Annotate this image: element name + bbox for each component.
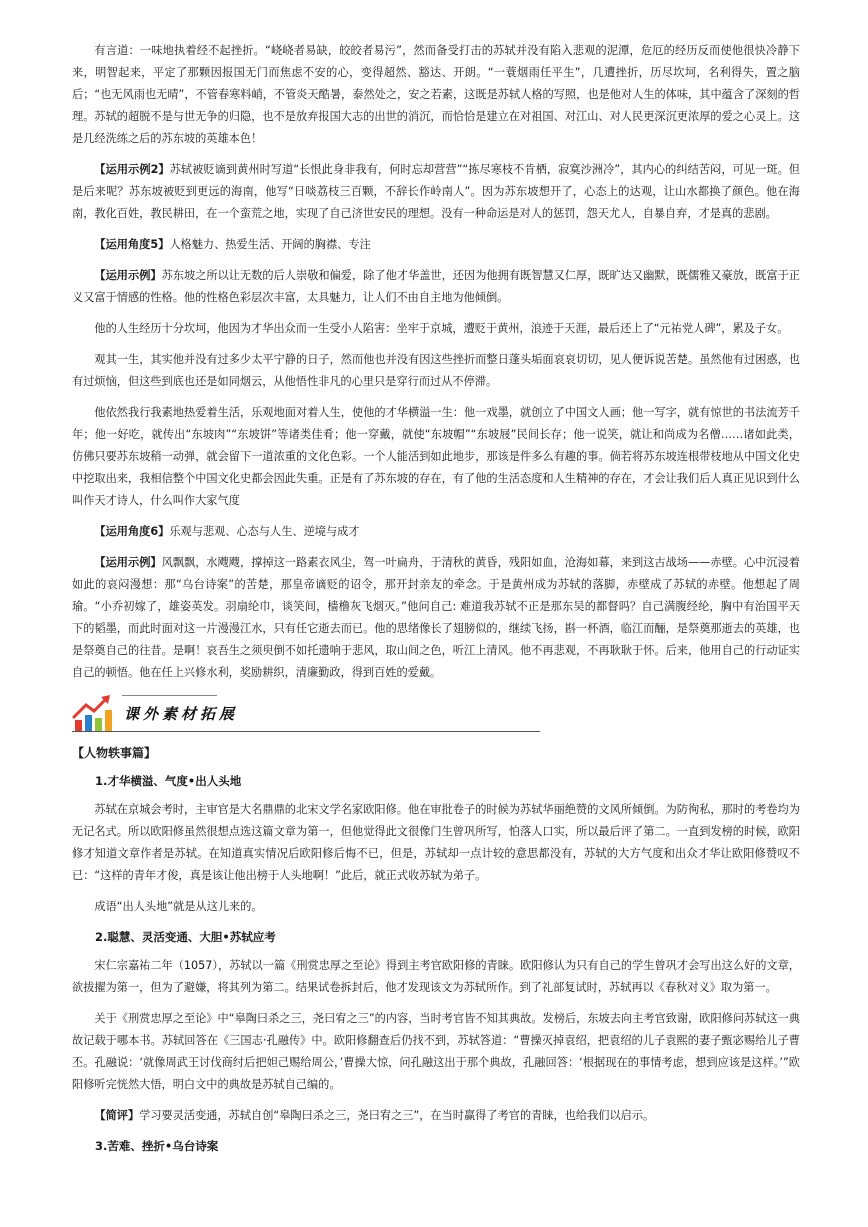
story-2-paragraph: 关于《刑赏忠厚之至论》中“皋陶曰杀之三，尧曰宥之三”的内容，当时考官皆不知其典故。发榜后，东坡去向主考官致谢，欧阳修问苏轼这一典故记载于哪本书。苏轼回答在《三国志·孔融传》中。欧阳修翻查后仍找不到，苏轼答道：“曹操灭掉袁绍，把袁绍的儿子袁熙的妻子甄宓赐给儿子曹丕。孔融说：‘就像周武王讨伐商纣后把妲己赐给周公，’曹操大惊，问孔融这出于那个典故，孔融回答：‘根据现在的事情考虑，想到应该是这样。’”欧阳修听完恍然大悟，明白文中的典故是苏轼自己编的。	[72, 1012, 800, 1091]
example-5-paragraph	[72, 265, 800, 309]
angle-5-text: 人格魅力、热爱生活、开阔的胸襟、专注	[169, 238, 371, 251]
comment-text: 学习要灵活变通，苏轼自创“皋陶曰杀之三，尧曰宥之三”，在当时赢得了考官的青睐，也给我们以启示。	[139, 1109, 655, 1122]
comment-paragraph	[72, 1105, 800, 1127]
angle-5-paragraph	[72, 234, 800, 256]
example-6-label: 【运用示例】	[94, 556, 162, 569]
angle-6-text: 乐观与悲观、心态与人生、逆境与成才	[169, 525, 360, 538]
extension-banner	[72, 693, 800, 733]
banner-bottom-rule	[72, 731, 540, 732]
story-1-heading: 1.才华横溢、气度•出人头地	[95, 774, 242, 788]
story-1-paragraph: 成语“出人头地”就是从这儿来的。	[94, 900, 263, 913]
story-2-paragraph: 宋仁宗嘉祐二年（1057），苏轼以一篇《刑赏忠厚之至论》得到主考官欧阳修的青睐。欧阳修认为只有自己的学生曾巩才会写出这么好的文章，欲拔擢为第一，但为了避嫌，将其列为第二。结果试卷拆封后，他才发现该文为苏轼所作。到了礼部复试时，苏轼再以《春秋对义》取为第一。	[72, 959, 800, 994]
comment-label: 【简评】	[94, 1109, 140, 1122]
example-5-label: 【运用示例】	[94, 269, 162, 282]
example-2-paragraph	[72, 159, 800, 225]
angle-6-paragraph	[72, 521, 800, 543]
bar-chart-arrow-icon	[72, 693, 116, 733]
body-paragraph: 观其一生，其实他并没有过多少太平宁静的日子，然而他也并没有因这些挫折而整日蓬头垢面哀哀切切，见人便诉说苦楚。虽然他有过困惑，也有过烦恼，但这些到底也还是如同烟云，从他悟性非凡的心里只是穿行而过从不停滞。	[72, 353, 800, 388]
example-2-label: 【运用示例2】	[94, 163, 170, 176]
example-2-text: 苏轼被贬谪到黄州时写道“长恨此身非我有，何时忘却营营”“拣尽寒枝不肯栖，寂寞沙洲冷”，其内心的纠结苦闷，可见一斑。但是后来呢？苏东坡被贬到更远的海南，他写“日啖荔枝三百颗，不辞长作岭南人”。因为苏东坡想开了，心态上的达观，让山水都换了颜色。他在海南，教化百姓，教民耕田，在一个蛮荒之地，实现了自己济世安民的理想。没有一种命运是对人的惩罚，怨天尤人，自暴自弃，才是真的悲剧。	[72, 163, 800, 220]
document-page	[72, 40, 800, 1164]
example-6-paragraph	[72, 552, 800, 684]
story-3-heading: 3.苦难、挫折•乌台诗案	[95, 1139, 219, 1153]
story-2-heading: 2.聪慧、灵活变通、大胆•苏轼应考	[95, 930, 276, 944]
angle-6-label: 【运用角度6】	[94, 525, 170, 538]
body-paragraph: 他依然我行我素地热爱着生活，乐观地面对着人生，使他的才华横溢一生：他一戏墨，就创立了中国文人画；他一写字，就有惊世的书法流芳千年；他一好吃，就传出“东坡肉”“东坡饼”等诸类佳肴；他一穿戴，就使“东坡帽”“东坡屐”民间长存；他一说笑，就让和尚成为名僧……诸如此类，仿佛只要苏东坡稍一动弹，就会留下一道浓重的文化色彩。一个人能活到如此地步，那该是件多么有趣的事。倘若将苏东坡连根带枝地从中国文化史中挖取出来，我相信整个中国文化史都会因此失重。正是有了苏东坡的存在，有了他的生活态度和人生精神的存在，才会让我们后人真正见识到什么叫作天才诗人，什么叫作大家气度	[72, 406, 800, 507]
banner-title: 课外素材拓展	[124, 705, 239, 723]
story-1-paragraph: 苏轼在京城会考时，主审官是大名鼎鼎的北宋文学名家欧阳修。他在审批卷子的时候为苏轼华丽绝赞的文风所倾倒。为防徇私，那时的考卷均为无记名式。所以欧阳修虽然很想点选这篇文章为第一，但他觉得此文很像门生曾巩所写，怕落人口实，所以最后评了第二。一直到发榜的时候，欧阳修才知道文章作者是苏轼。在知道真实情况后欧阳修后悔不已，但是，苏轼却一点计较的意思都没有，苏轼的大方气度和出众才华让欧阳修赞叹不已：“这样的青年才俊，真是该让他出榜于人头地啊！”此后，就正式收苏轼为弟子。	[72, 803, 800, 882]
example-5-text: 苏东坡之所以让无数的后人崇敬和偏爱，除了他才华盖世，还因为他拥有既智慧又仁厚，既旷达又幽默，既儒雅又豪放，既富于正义又富于情感的性格。他的性格色彩层次丰富，太具魅力，让人们不由自主地为他倾倒。	[72, 269, 800, 304]
section-title: 【人物轶事篇】	[72, 746, 157, 760]
body-paragraph: 有言道：一味地执着经不起挫折。“峣峣者易缺，皎皎者易污”，然而备受打击的苏轼并没有陷入悲观的泥潭，危厄的经历反而使他很快冷静下来，明智起来，平定了那颗因报国无门而焦虑不安的心，变得超然、豁达、开朗。“一蓑烟雨任平生”，几遭挫折，历尽坎坷，名利得失，置之脑后；“也无风雨也无晴”，不管春寒料峭，不管炎天酷暑，泰然处之，安之若素，这既是苏轼人格的写照，也是他对人生的体味，其中蕴含了深刻的哲理。苏轼的超脱不是与世无争的归隐，也不是放弃报国大志的出世的消沉，而恰恰是建立在对祖国、对江山、对人民更深沉更浓厚的爱之心灵上。这是几经洗练之后的苏东坡的英雄本色！	[72, 44, 800, 145]
body-paragraph: 他的人生经历十分坎坷，他因为才华出众而一生受小人陷害：坐牢于京城，遭贬于黄州，浪迹于天涯，最后还上了“元祐党人碑”，累及子女。	[94, 322, 789, 335]
banner-top-rule	[122, 695, 217, 696]
angle-5-label: 【运用角度5】	[94, 238, 170, 251]
example-6-text: 风飘飘，水飕飕，撑掉这一路素衣风尘，驾一叶扁舟，于清秋的黄昏，残阳如血，沧海如幕，来到这古战场——赤壁。心中沉浸着如此的哀闷漫想：那“乌台诗案”的苦楚，那皇帝谪贬的诏令，那开封亲友的牵念。于是黄州成为苏轼的落脚，赤壁成了苏轼的赤壁。他想起了周瑜。“小乔初嫁了，雄姿英发。羽扇纶巾，谈笑间，樯橹灰飞烟灭。”他问自己: 难道我苏轼不正是那东吴的都督吗？自己满腹经纶，胸中有治国平天下的韬墨，而此时面对这一片漫漫江水，只有任它逝去而已。他的思绪像长了翅膀似的，继续飞扬，斟一杯酒，临江而酾，是祭奠那逝去的英雄，也是祭奠自己的往昔。是啊！哀吾生之须臾倒不如托遗响于悲风，取山间之色，听江上清风。他不再悲观，不再耿耿于怀。后来，他用自己的行动证实自己的顿悟。他在任上兴修水利，奖励耕织，清廉勤政，得到百姓的爱戴。	[72, 556, 800, 679]
